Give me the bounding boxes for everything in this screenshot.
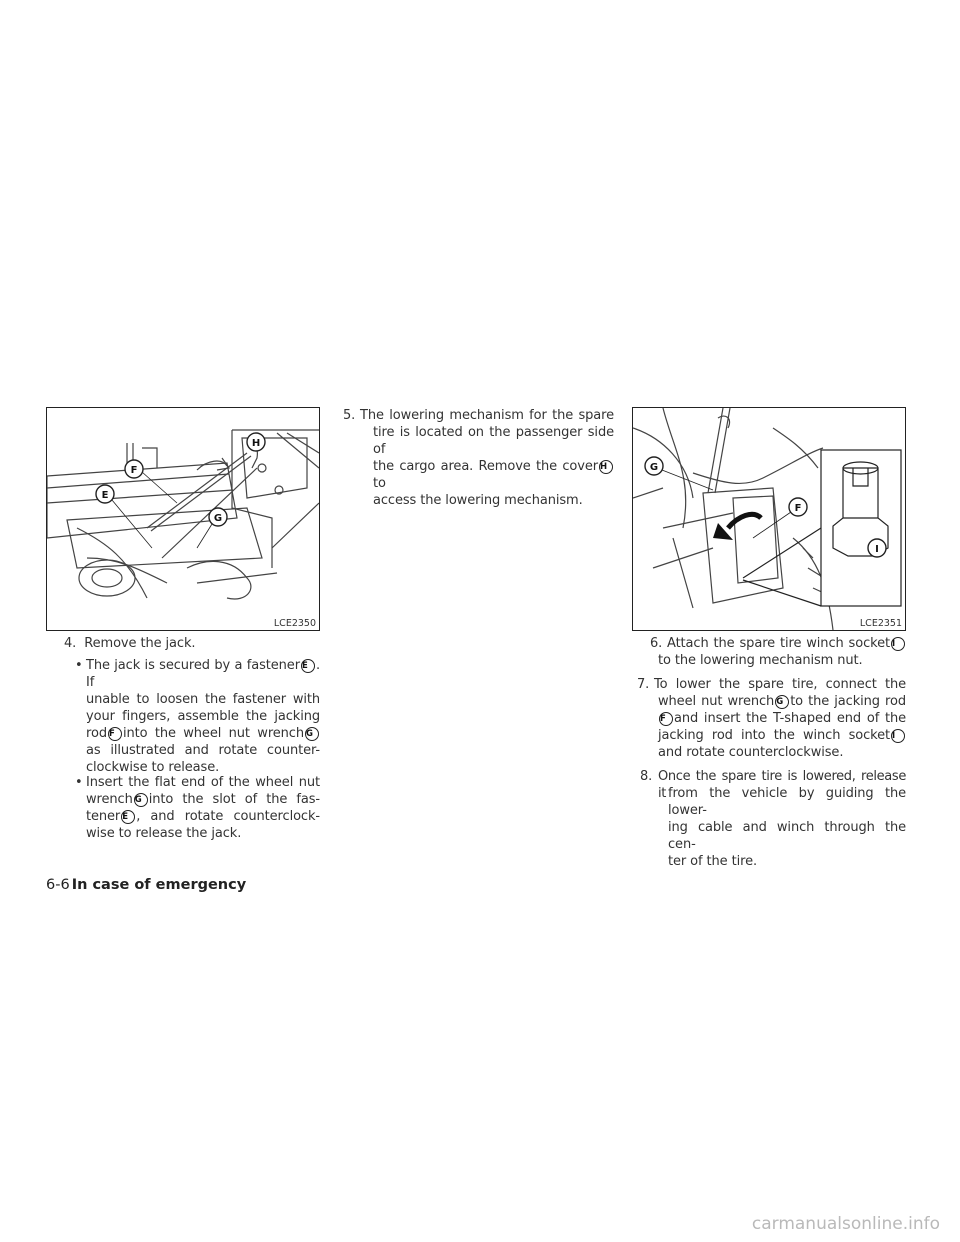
step-7-line-3: F and insert the T-shaped end of the [660,711,906,726]
step-6-line-2: to the lowering mechanism nut. [658,653,863,668]
page-footer [46,877,246,893]
figure-jack-removal [46,407,320,631]
bullet-1-line-2: unable to loosen the fastener with [86,692,320,707]
bullet-dot: • [75,658,83,673]
step-8-line-4: ter of the tire. [668,854,758,869]
step-5-line-3: the cargo area. Remove the cover Hto [373,458,614,492]
badge-I: I [891,729,905,743]
step-5-line-4: access the lowering mechanism. [373,493,583,508]
step-7-line-2: wheel nut wrench G to the jacking rod [658,694,906,709]
bullet-2-line-2: wrench G into the slot of the fas- [86,792,320,807]
step-6-line-1: Attach the spare tire winch socket I [667,635,906,652]
bullet-2-line-4: wise to release the jack. [86,826,242,841]
step-8-line-2: from the vehicle by guiding the lower- [668,786,906,818]
step-8-line-1: Once the spare tire is lowered, release it [658,769,906,801]
badge-I: I [891,637,905,651]
callout-F-left: F [130,465,138,476]
section-title: In case of emergency [71,877,247,893]
callout-I-right: I [875,544,879,555]
page-number: 6-6 [46,877,70,893]
step-8-line-3: ing cable and winch through the cen- [668,820,906,852]
bullet-1-line-4: rod F into the wheel nut wrench G [86,725,320,742]
watermark: carmanualsonline.info [751,1214,940,1234]
badge-F: F [659,712,673,726]
step-7-line-5: and rotate counterclockwise. [658,745,844,760]
badge-G: G [305,727,319,741]
bullet-2-line-1: Insert the flat end of the wheel nut [86,775,320,790]
bullet-1-line-6: clockwise to release. [86,760,220,775]
bullet-2-line-3: tener E , and rotate counterclock- [86,809,320,824]
step-5-line-1: The lowering mechanism for the spare [360,408,614,423]
jack-removal-illustration [47,408,319,630]
spare-tire-winch-illustration [633,408,905,630]
badge-G: G [775,695,789,709]
badge-G: G [134,793,148,807]
step-4-number: 4. [64,636,77,651]
figure-spare-tire-winch [632,407,906,631]
step-5-line-2: tire is located on the passenger side of [373,425,614,457]
callout-G-left: G [213,513,223,524]
step-5-number: 5. [343,408,356,423]
bullet-1-line-1: The jack is secured by a fastener E . If [86,658,320,690]
step-4-text: Remove the jack. [84,636,196,651]
callout-E-left: E [101,490,109,501]
badge-F: F [108,727,122,741]
badge-H: H [599,460,613,474]
step-7-line-4: jacking rod into the winch socket I [658,727,906,744]
callout-F-right: F [794,503,802,514]
figure-code-left: LCE2350 [273,618,316,629]
badge-E: E [121,810,135,824]
bullet-1-line-3: your fingers, assemble the jacking [86,709,320,724]
bullet-dot: • [75,775,83,790]
step-4 [64,635,314,652]
bullet-1-line-5: as illustrated and rotate counter- [86,743,320,758]
badge-E: E [301,659,315,673]
callout-H-left: H [251,438,261,449]
callout-G-right: G [649,462,659,473]
figure-code-right: LCE2351 [859,618,902,629]
step-7-line-1: To lower the spare tire, connect the [654,677,906,692]
